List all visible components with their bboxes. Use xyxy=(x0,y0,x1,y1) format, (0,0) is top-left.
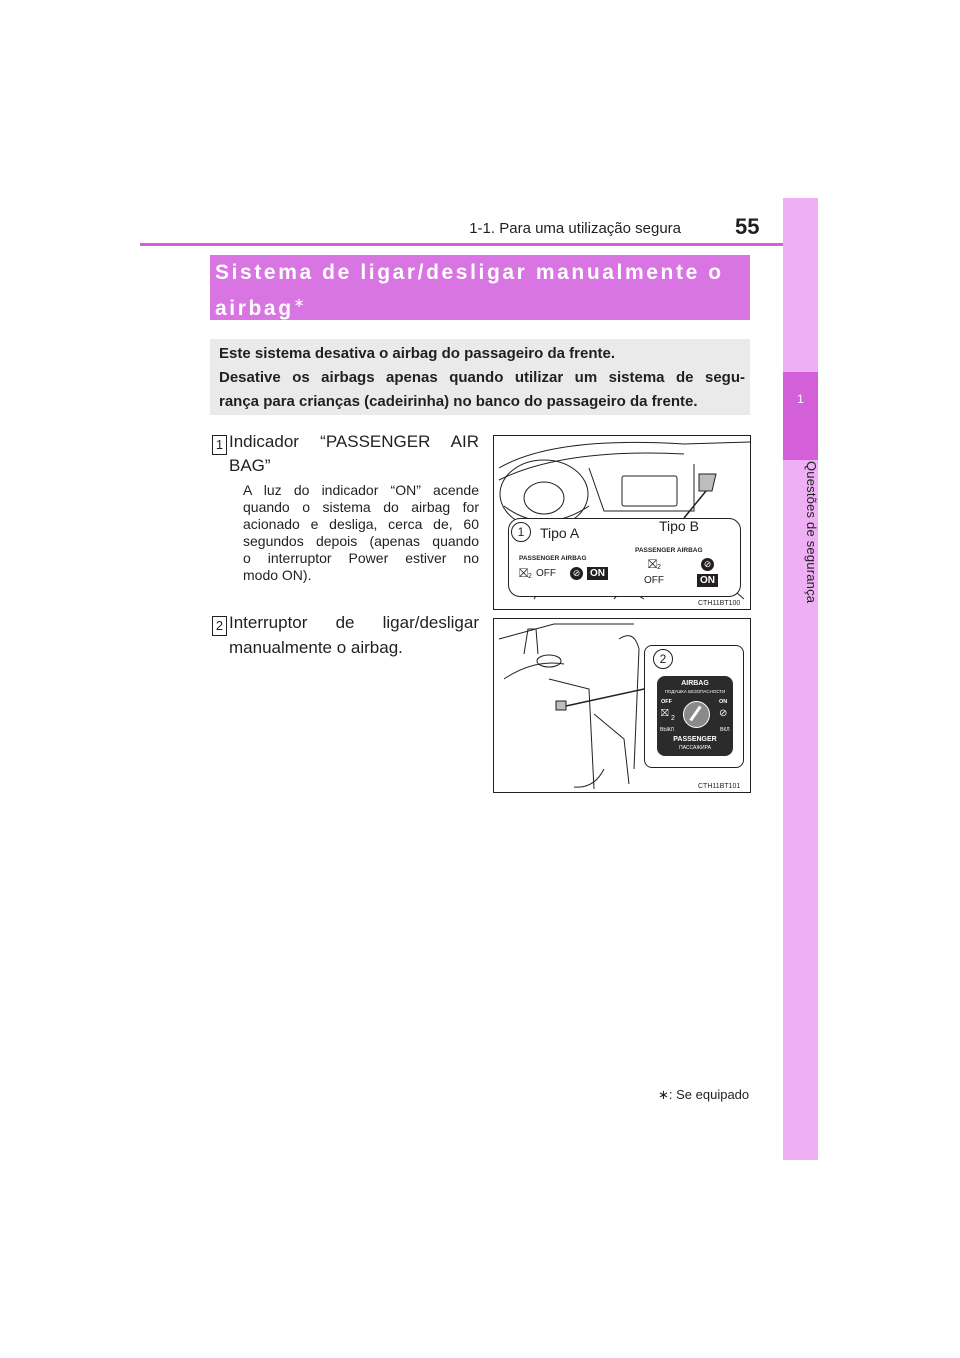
section-heading-line1: Sistema de ligar/desligar manualmente o xyxy=(215,261,724,284)
callout-number-1: 1 xyxy=(511,522,531,542)
page-number: 55 xyxy=(735,214,760,239)
switch-airbag-icon: ⊘ xyxy=(719,708,728,719)
type-a-two: 2 xyxy=(528,573,532,580)
item-1-line2: BAG” xyxy=(229,456,271,475)
type-a-label: Tipo A xyxy=(540,525,580,541)
switch-child-seat-icon: ⛝ xyxy=(661,708,669,719)
type-a-airbag-icon: ⊘ xyxy=(570,567,583,580)
intro-line-2: Desative os airbags apenas quando utilizar um sistema de segu- xyxy=(219,369,745,386)
item-1-desc-5: modo ON). xyxy=(243,567,312,583)
type-b-child-seat-icon: ⛝ xyxy=(648,557,658,571)
side-tab-active xyxy=(783,372,818,460)
item-2-line2: manualmente o airbag. xyxy=(229,638,403,657)
figure-indicator xyxy=(493,435,751,610)
type-b-label: Tipo B xyxy=(659,518,699,534)
switch-airbag-ru-label: ПОДУШКА БЕЗОПАСНОСТИ xyxy=(664,689,726,694)
switch-off-label: OFF xyxy=(661,699,672,705)
switch-on-label: ON xyxy=(719,699,728,705)
item-1-description xyxy=(243,482,479,584)
chapter-number: 1 xyxy=(797,392,804,406)
item-1-desc-3: segundos depois (apenas quando xyxy=(243,533,479,549)
type-b-airbag-icon: ⊘ xyxy=(701,558,714,571)
chapter-label: Questões de segurança xyxy=(804,461,819,604)
equipped-mark: ∗ xyxy=(293,295,305,310)
callout-number-2: 2 xyxy=(653,649,673,669)
switch-passenger-ru-label: ПАССАЖИРА xyxy=(679,745,711,751)
switch-two: 2 xyxy=(671,715,675,722)
item-1-line1: Indicador “PASSENGER AIR xyxy=(229,432,479,451)
type-a-child-seat-icon: ⛝ xyxy=(519,566,529,580)
footnote-text: : Se equipado xyxy=(668,1087,750,1102)
switch-passenger-label: PASSENGER xyxy=(673,736,717,743)
item-1-desc-4: o interruptor Power estiver no xyxy=(243,550,479,566)
item-1-desc-0: A luz do indicador “ON” acende xyxy=(243,482,479,498)
item-number-1: 1 xyxy=(212,435,227,455)
type-b-off-label: OFF xyxy=(644,575,664,586)
section-heading xyxy=(215,258,745,324)
type-b-two: 2 xyxy=(657,564,661,571)
intro-line-1: Este sistema desativa o airbag do passageiro da frente. xyxy=(219,345,615,362)
item-2-line1: Interruptor de ligar/desligar xyxy=(229,613,479,632)
item-1-desc-2: acionado e desliga, cerca de, 60 xyxy=(243,516,479,532)
figure-switch xyxy=(493,618,751,793)
type-b-on-label: ON xyxy=(697,574,718,587)
type-a-off-label: OFF xyxy=(536,568,556,579)
figure-1-code: CTH11BT100 xyxy=(698,600,741,607)
intro-line-3: rança para crianças (cadeirinha) no banco do passageiro da frente. xyxy=(219,393,698,410)
switch-airbag-label: AIRBAG xyxy=(681,680,709,687)
header-rule xyxy=(140,243,817,246)
type-b-passenger-airbag: PASSENGER AIRBAG xyxy=(635,547,703,554)
type-a-on-label: ON xyxy=(587,567,608,580)
footnote xyxy=(658,1087,749,1103)
section-heading-line2: airbag∗ xyxy=(215,295,305,320)
footnote-mark: ∗ xyxy=(658,1087,669,1102)
switch-on-ru-label: ВКЛ xyxy=(720,727,730,733)
switch-off-ru-label: ВЫКЛ xyxy=(660,727,674,733)
figure-2-code: CTH11BT101 xyxy=(698,783,741,790)
section-title: 1-1. Para uma utilização segura xyxy=(469,220,681,237)
item-number-2: 2 xyxy=(212,616,227,636)
side-tab xyxy=(783,198,818,1160)
type-a-passenger-airbag: PASSENGER AIRBAG xyxy=(519,555,587,562)
item-1-desc-1: quando o sistema do airbag for xyxy=(243,499,479,515)
